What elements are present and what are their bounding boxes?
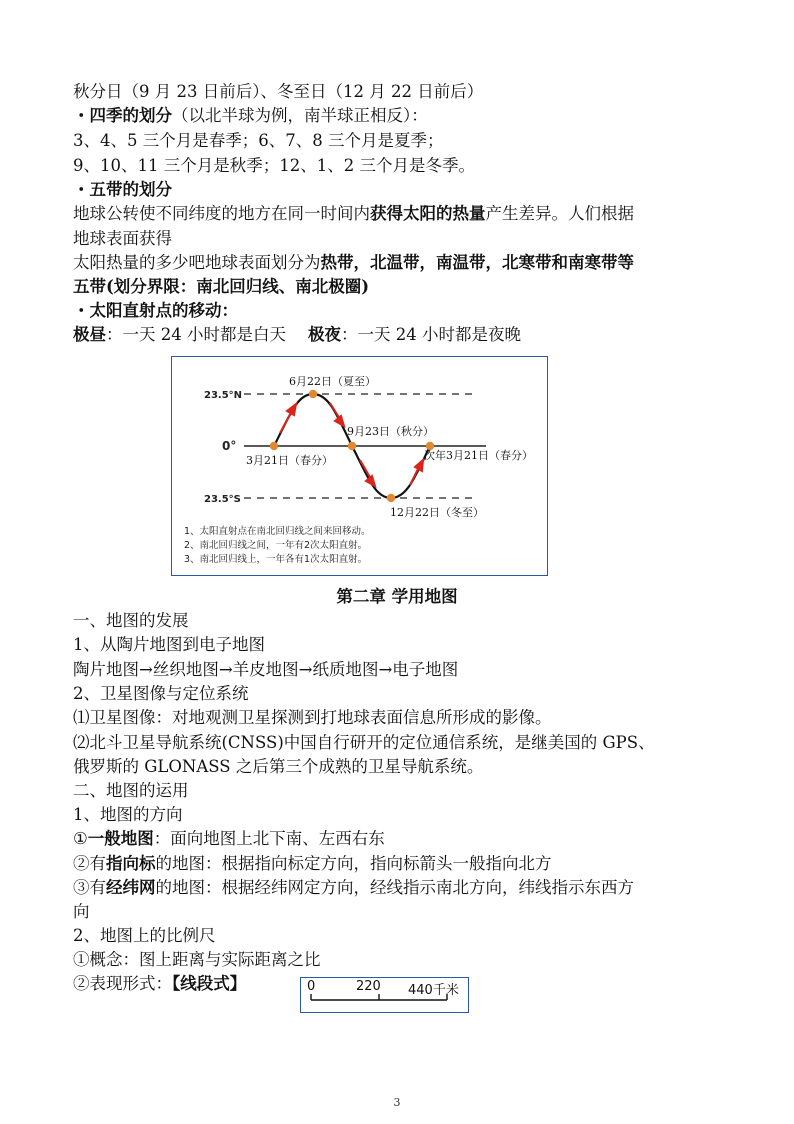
label-23-5-s: 23.5°S bbox=[204, 494, 241, 505]
heading-seasons: ・四季的划分 bbox=[73, 106, 172, 125]
note-2: 2、南北回归线之间，一年有2次太阳直射。 bbox=[184, 540, 368, 551]
text-s3: 陶片地图→丝织地图→羊皮地图→纸质地图→电子地图 bbox=[73, 660, 459, 679]
arrow-1-head bbox=[287, 404, 296, 415]
text-s11 bbox=[73, 852, 723, 876]
text-s2: 1、从陶片地图到电子地图 bbox=[73, 635, 265, 654]
arrow-4-line bbox=[410, 467, 419, 485]
s16-a: ②表现形式： bbox=[73, 974, 172, 993]
text-s5: ⑴卫星图像：对地观测卫星探测到打地球表面信息所形成的影像。 bbox=[73, 708, 552, 727]
s10-a: ① bbox=[73, 829, 88, 848]
dot-september-equinox bbox=[348, 442, 356, 450]
chapter-title: 第二章 学用地图 bbox=[336, 587, 458, 606]
s11-b: 指向标 bbox=[106, 854, 156, 873]
s10-b: 一般地图 bbox=[87, 829, 154, 848]
arrow-3-line bbox=[360, 460, 371, 479]
note-1: 1、太阳直射点在南北回归线之间来回移动。 bbox=[184, 526, 371, 537]
arrow-4-head bbox=[415, 460, 423, 471]
scale-label-440: 440千米 bbox=[408, 983, 459, 998]
line8-a: 太阳热量的多少吧地球表面划分为 bbox=[73, 253, 321, 272]
page-number: 3 bbox=[393, 1096, 401, 1109]
text-s4: 2、卫星图像与定位系统 bbox=[73, 684, 249, 703]
text-s14: 2、地图上的比例尺 bbox=[73, 926, 216, 945]
polar-night-desc: ：一天 24 小时都是夜晚 bbox=[341, 325, 521, 344]
label-march-equinox: 3月21日（春分） bbox=[246, 454, 333, 467]
text-line-9: 五带(划分界限：南北回归线、南北极圈) bbox=[73, 277, 370, 296]
s11-c: 的地图：根据指向标定方向，指向标箭头一般指向北方 bbox=[155, 854, 552, 873]
scale-label-220: 220 bbox=[356, 979, 381, 994]
text-line-11 bbox=[73, 323, 723, 347]
polar-day-desc: ：一天 24 小时都是白天 bbox=[106, 325, 286, 344]
text-line-2 bbox=[73, 104, 723, 128]
text-line-8 bbox=[73, 251, 723, 275]
s11-a: ②有 bbox=[73, 854, 106, 873]
text-s13: 向 bbox=[73, 902, 90, 921]
line6-c: 产生差异。人们根据 bbox=[485, 204, 634, 223]
arrow-2-line bbox=[330, 403, 340, 419]
text-s9: 1、地图的方向 bbox=[73, 805, 183, 824]
text-line-4: 9、10、11 三个月是秋季；12、1、2 三个月是冬季。 bbox=[73, 156, 475, 175]
sun-point-diagram bbox=[171, 356, 548, 576]
text-line-3: 3、4、5 三个月是春季；6、7、8 三个月是夏季； bbox=[73, 131, 444, 150]
seasons-note: （以北半球为例，南半球正相反）： bbox=[172, 106, 428, 125]
label-september-equinox: 9月23日（秋分） bbox=[347, 425, 434, 438]
heading-sun-point: ・太阳直射点的移动： bbox=[73, 301, 238, 320]
scale-bar-box bbox=[300, 977, 469, 1013]
note-3: 3、南北回归线上，一年各有1次太阳直射。 bbox=[184, 554, 368, 565]
text-s10 bbox=[73, 827, 723, 851]
line8-b: 热带，北温带，南温带，北寒带和南寒带等 bbox=[320, 253, 634, 272]
dot-december-solstice bbox=[387, 494, 395, 502]
section-map-development: 一、地图的发展 bbox=[73, 611, 189, 630]
s12-a: ③有 bbox=[73, 878, 106, 897]
section-map-usage: 二、地图的运用 bbox=[73, 781, 189, 800]
text-s6: ⑵北斗卫星导航系统(CNSS)中国自行研开的定位通信系统，是继美国的 GPS、 bbox=[73, 733, 655, 752]
scale-bar-line bbox=[301, 978, 468, 1012]
diagram-notes bbox=[184, 525, 371, 567]
text-s7: 俄罗斯的 GLONASS 之后第三个成熟的卫星导航系统。 bbox=[73, 757, 484, 776]
label-equator: 0° bbox=[222, 439, 237, 453]
dot-march-equinox bbox=[270, 442, 278, 450]
text-line-7: 地球表面获得 bbox=[73, 229, 172, 248]
label-next-march-equinox: 次年3月21日（春分） bbox=[424, 449, 533, 462]
label-december-solstice: 12月22日（冬至） bbox=[390, 506, 484, 519]
label-june-solstice: 6月22日（夏至） bbox=[289, 375, 376, 388]
line6-a: 地球公转使不同纬度的地方在同一时间内 bbox=[73, 204, 370, 223]
s12-b: 经纬网 bbox=[106, 878, 156, 897]
s12-c: 的地图：根据经纬网定方向，经线指示南北方向，纬线指示东西方 bbox=[155, 878, 634, 897]
text-line-6 bbox=[73, 202, 723, 226]
polar-day-term: 极昼 bbox=[73, 325, 106, 344]
arrow-1-line bbox=[280, 411, 292, 433]
line6-b: 获得太阳的热量 bbox=[370, 204, 486, 223]
dot-june-solstice bbox=[309, 390, 317, 398]
text-s15: ①概念：图上距离与实际距离之比 bbox=[73, 950, 321, 969]
label-23-5-n: 23.5°N bbox=[204, 390, 243, 401]
text-s12 bbox=[73, 876, 723, 900]
polar-night-term: 极夜 bbox=[308, 325, 341, 344]
s10-c: ：面向地图上北下南、左西右东 bbox=[153, 829, 385, 848]
heading-five-zones: ・五带的划分 bbox=[73, 180, 172, 199]
text-line-1: 秋分日（9 月 23 日前后）、冬至日（12 月 22 日前后） bbox=[73, 82, 484, 101]
scale-label-0: 0 bbox=[307, 979, 316, 994]
s16-b: 【线段式】 bbox=[172, 974, 247, 993]
arrow-2-head bbox=[335, 416, 344, 426]
